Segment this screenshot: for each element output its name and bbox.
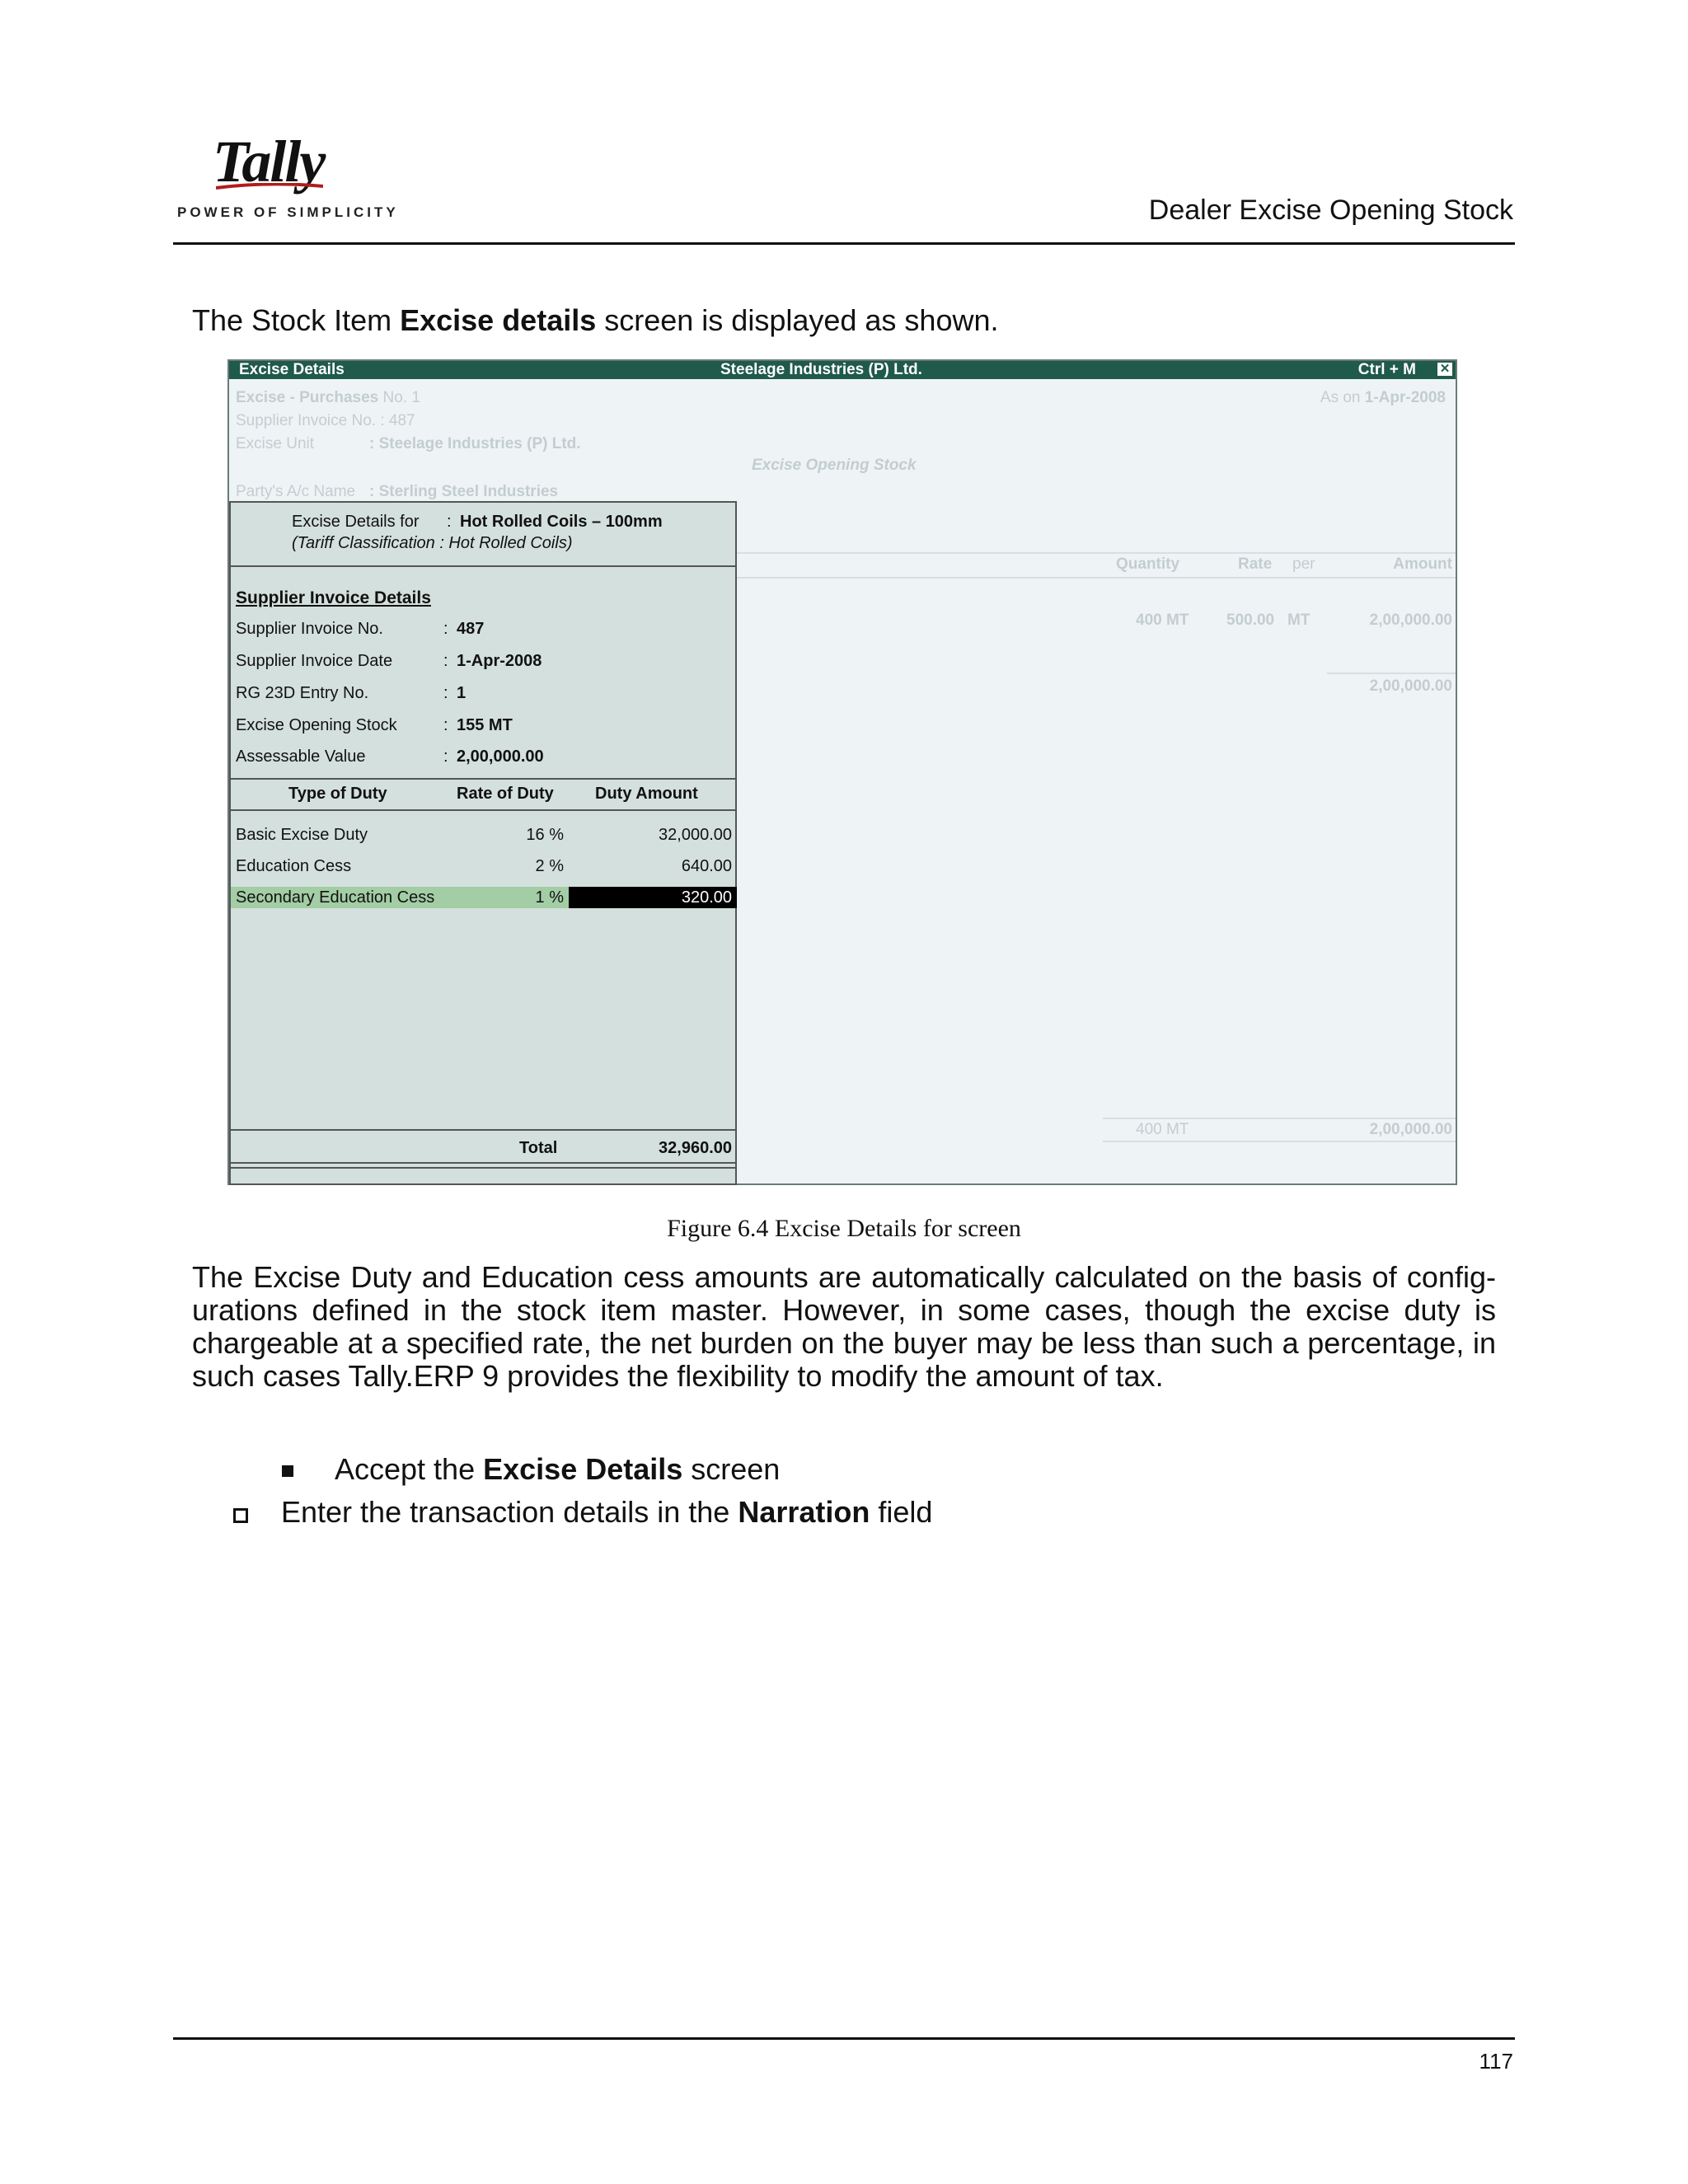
bg-line-per: MT xyxy=(1287,612,1311,629)
bg-header-rule xyxy=(737,552,1456,554)
field-label: Assessable Value xyxy=(236,748,366,766)
bg-supplier-invoice: Supplier Invoice No. : 487 xyxy=(236,412,415,429)
supplier-invoice-date-field[interactable]: 1-Apr-2008 xyxy=(457,652,542,670)
bg-excise-unit-value: : Steelage Industries (P) Ltd. xyxy=(369,435,581,452)
total-value: 32,960.00 xyxy=(659,1139,732,1157)
logo-tagline: POWER OF SIMPLICITY xyxy=(177,204,399,220)
title-left: Excise Details xyxy=(239,361,345,378)
table-top-rule xyxy=(231,778,735,780)
duty-type: Basic Excise Duty xyxy=(236,826,368,844)
bg-total-rule-2 xyxy=(1103,1141,1456,1142)
total-top-rule xyxy=(231,1129,735,1131)
field-colon: : xyxy=(443,716,448,734)
bg-col-amount: Amount xyxy=(1393,555,1452,573)
bg-line-rate: 500.00 xyxy=(1226,612,1275,629)
duty-amount-field[interactable]: 32,000.00 xyxy=(659,826,732,844)
field-label: Excise Opening Stock xyxy=(236,716,397,734)
as-on-date: As on 1-Apr-2008 xyxy=(1320,389,1446,406)
bg-header-rule-2 xyxy=(737,577,1456,579)
excise-details-popup xyxy=(229,501,737,1185)
field-colon: : xyxy=(443,652,448,670)
field-label: Supplier Invoice No. xyxy=(236,620,383,638)
assessable-value-field[interactable]: 2,00,000.00 xyxy=(457,748,544,766)
body-paragraph: The Excise Duty and Education cess amounts are automatically calculated on the basis of config-urations defined in the stock item master. However, in some cases, though the excise duty is chargeable at a specified rate, the net burden on the buyer may be less than such a percentage, in such cases Tally.ERP 9 provides the flexibility to modify the amount of tax. xyxy=(192,1260,1496,1393)
bg-excise-unit-label: Excise Unit xyxy=(236,435,315,452)
field-label: Supplier Invoice Date xyxy=(236,652,393,670)
field-colon: : xyxy=(443,684,448,702)
footer-rule xyxy=(173,2037,1515,2040)
popup-head-rule xyxy=(231,565,735,567)
excise-opening-stock-field[interactable]: 155 MT xyxy=(457,716,513,734)
voucher-type: Excise - Purchases No. 1 xyxy=(236,389,420,406)
tariff-classification: (Tariff Classification : Hot Rolled Coils) xyxy=(292,534,573,552)
duty-amount-field[interactable]: 640.00 xyxy=(681,857,732,875)
col-duty-amount: Duty Amount xyxy=(595,785,698,803)
close-icon[interactable]: ✕ xyxy=(1437,363,1452,376)
bullet-item: Enter the transaction details in the Narration field xyxy=(281,1495,933,1529)
col-type-of-duty: Type of Duty xyxy=(288,785,387,803)
col-rate-of-duty: Rate of Duty xyxy=(457,785,554,803)
field-label: RG 23D Entry No. xyxy=(236,684,369,702)
bg-col-quantity: Quantity xyxy=(1116,555,1180,573)
square-bullet-icon xyxy=(282,1465,293,1477)
stock-item-name: Hot Rolled Coils – 100mm xyxy=(460,513,663,531)
duty-rate: 1 % xyxy=(535,888,564,907)
bullet-item: Accept the Excise Details screen xyxy=(335,1452,781,1486)
rg23d-entry-field[interactable]: 1 xyxy=(457,684,467,702)
bg-party-label: Party's A/c Name xyxy=(236,483,356,500)
figure-caption: Figure 6.4 Excise Details for screen xyxy=(667,1215,1021,1242)
intro-text: The Stock Item Excise details screen is displayed as shown. xyxy=(192,303,999,337)
tally-logo: Tally xyxy=(213,129,325,194)
total-bottom-rule xyxy=(231,1162,735,1164)
bg-subtotal: 2,00,000.00 xyxy=(1369,677,1452,695)
bg-party-value: : Sterling Steel Industries xyxy=(369,483,559,500)
shortcut-label[interactable]: Ctrl + M xyxy=(1357,361,1416,378)
duty-type: Education Cess xyxy=(236,857,352,875)
field-colon: : xyxy=(443,620,448,638)
company-name: Steelage Industries (P) Ltd. xyxy=(720,361,922,378)
running-head: Dealer Excise Opening Stock xyxy=(1148,194,1513,226)
logo-swoosh-icon xyxy=(216,183,323,190)
duty-rate: 16 % xyxy=(526,826,564,844)
header-rule xyxy=(173,242,1515,245)
page-number: 117 xyxy=(1479,2049,1513,2074)
duty-type: Secondary Education Cess xyxy=(236,888,435,907)
excise-details-screen xyxy=(227,359,1457,1185)
duty-rate: 2 % xyxy=(535,857,564,875)
field-colon: : xyxy=(443,748,448,766)
opening-stock-title: Excise Opening Stock xyxy=(752,457,917,474)
bg-col-per: per xyxy=(1292,555,1315,573)
bg-total-amount: 2,00,000.00 xyxy=(1369,1121,1452,1138)
bg-subtotal-rule xyxy=(1327,673,1456,674)
supplier-invoice-section-title: Supplier Invoice Details xyxy=(236,588,431,607)
bg-total-rule xyxy=(1103,1118,1456,1119)
bg-line-amount: 2,00,000.00 xyxy=(1369,612,1452,629)
bg-col-rate: Rate xyxy=(1238,555,1273,573)
duty-amount-field-active[interactable]: 320.00 xyxy=(681,888,732,907)
bg-line-qty: 400 MT xyxy=(1136,612,1189,629)
title-bar xyxy=(229,361,1456,379)
table-header-rule xyxy=(231,809,735,811)
supplier-invoice-no-field[interactable]: 487 xyxy=(457,620,485,638)
bg-total-qty: 400 MT xyxy=(1136,1121,1189,1138)
for-label: Excise Details for xyxy=(292,513,420,531)
total-label: Total xyxy=(519,1139,558,1157)
hollow-square-bullet-icon xyxy=(233,1508,248,1523)
total-double-rule xyxy=(231,1167,735,1169)
for-sep: : xyxy=(447,513,452,531)
